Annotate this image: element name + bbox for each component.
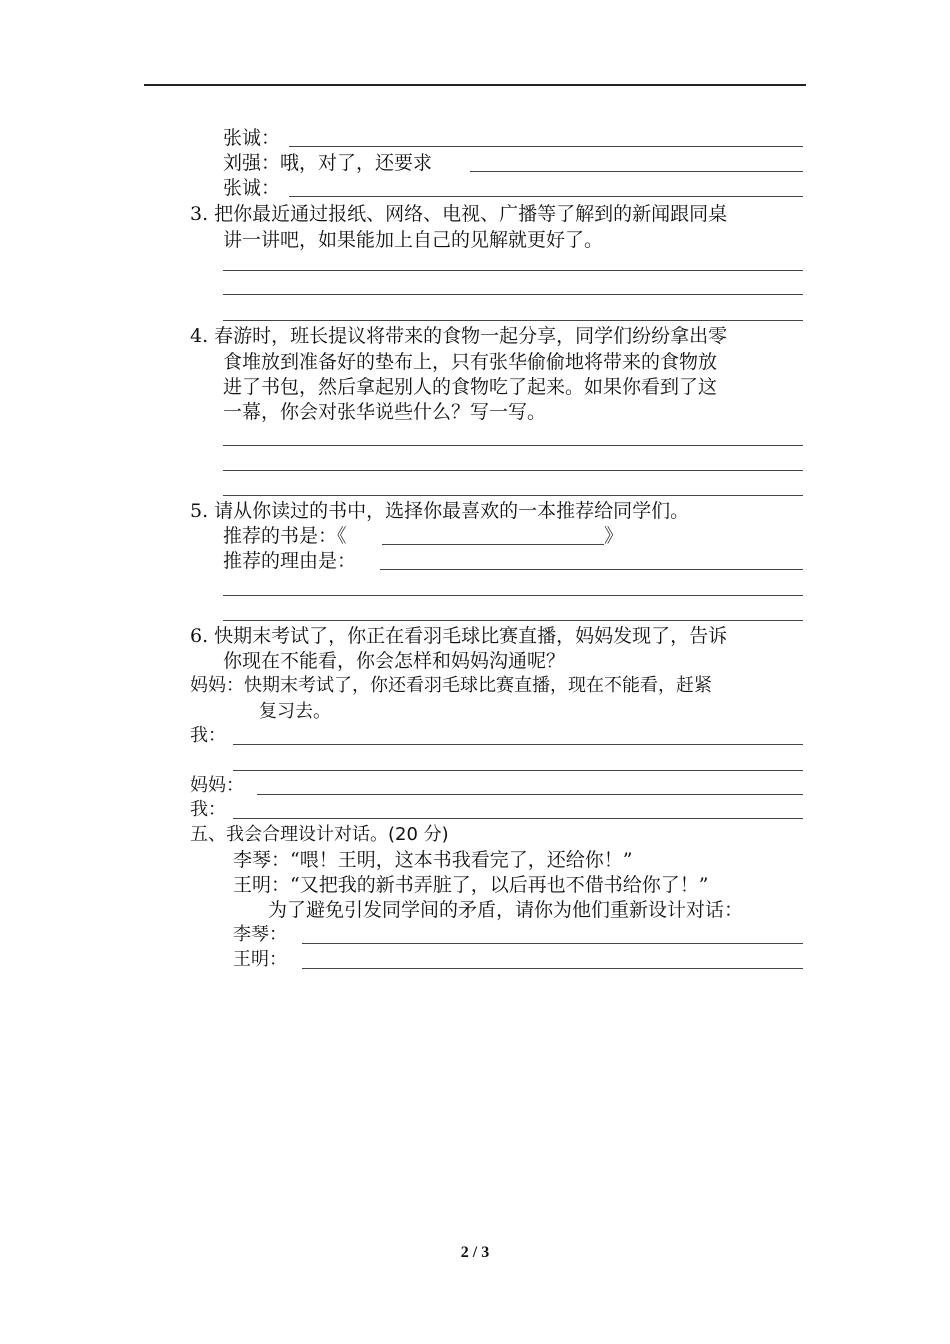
- me-label-1: 我：: [190, 725, 226, 746]
- answer-line[interactable]: [289, 196, 803, 197]
- answer-line[interactable]: [302, 968, 803, 969]
- section-5-title: 五、我会合理设计对话。(20 分): [190, 824, 449, 845]
- answer-line[interactable]: [223, 320, 803, 321]
- recommend-book-label: 推荐的书是：《: [223, 525, 347, 547]
- mom-line-2: 复习去。: [259, 701, 331, 722]
- answer-line[interactable]: [223, 595, 803, 596]
- question-4-line-2: 食堆放到准备好的垫布上，只有张华偷偷地将带来的食物放: [223, 351, 718, 373]
- mom-label-2: 妈妈：: [190, 775, 244, 796]
- question-3-line-2: 讲一讲吧，如果能加上自己的见解就更好了。: [223, 229, 604, 251]
- answer-line[interactable]: [233, 818, 803, 819]
- answer-line[interactable]: [233, 770, 803, 771]
- answer-line[interactable]: [223, 470, 803, 471]
- liqin-label: 李琴：: [233, 924, 287, 945]
- question-5-line-1: 5. 请从你读过的书中，选择你最喜欢的一本推荐给同学们。: [190, 500, 690, 522]
- wangming-label: 王明：: [233, 949, 287, 970]
- answer-line[interactable]: [223, 445, 803, 446]
- answer-line[interactable]: [302, 943, 803, 944]
- answer-line[interactable]: [233, 744, 803, 745]
- answer-line[interactable]: [223, 294, 803, 295]
- book-title-field[interactable]: [382, 544, 604, 545]
- question-3-line-1: 3. 把你最近通过报纸、网络、电视、广播等了解到的新闻跟同桌: [190, 203, 728, 225]
- question-6-line-2: 你现在不能看，你会怎样和妈妈沟通呢？: [223, 650, 566, 672]
- page-number: 2 / 3: [460, 1244, 490, 1261]
- mom-line-1: 妈妈：快期末考试了，你还看羽毛球比赛直播，现在不能看，赶紧: [190, 675, 712, 696]
- me-label-2: 我：: [190, 799, 226, 820]
- answer-line[interactable]: [223, 495, 803, 496]
- question-4-line-1: 4. 春游时，班长提议将带来的食物一起分享，同学们纷纷拿出零: [190, 325, 728, 347]
- answer-line[interactable]: [289, 146, 803, 147]
- answer-line[interactable]: [257, 794, 803, 795]
- question-4-line-4: 一幕，你会对张华说些什么？写一写。: [223, 401, 547, 423]
- book-title-close: 》: [604, 525, 624, 547]
- section-5-instruction: 为了避免引发同学间的矛盾，请你为他们重新设计对话：: [268, 899, 744, 921]
- line-zhangcheng-1: 张诚：: [223, 127, 281, 149]
- line-liuqiang: 刘强：哦，对了，还要求: [223, 152, 433, 174]
- line-zhangcheng-2: 张诚：: [223, 177, 281, 199]
- question-6-line-1: 6. 快期末考试了，你正在看羽毛球比赛直播，妈妈发现了，告诉: [190, 625, 728, 647]
- answer-line[interactable]: [223, 620, 803, 621]
- answer-line[interactable]: [470, 171, 803, 172]
- recommend-reason-label: 推荐的理由是：: [223, 550, 357, 572]
- wangming-quote: 王明：“又把我的新书弄脏了，以后再也不借书给你了！”: [233, 874, 709, 896]
- answer-line[interactable]: [380, 569, 803, 570]
- question-4-line-3: 进了书包，然后拿起别人的食物吃了起来。如果你看到了这: [223, 376, 718, 398]
- liqin-quote: 李琴：“喂！王明，这本书我看完了，还给你！”: [233, 849, 633, 871]
- header-rule: [144, 84, 806, 86]
- answer-line[interactable]: [223, 270, 803, 271]
